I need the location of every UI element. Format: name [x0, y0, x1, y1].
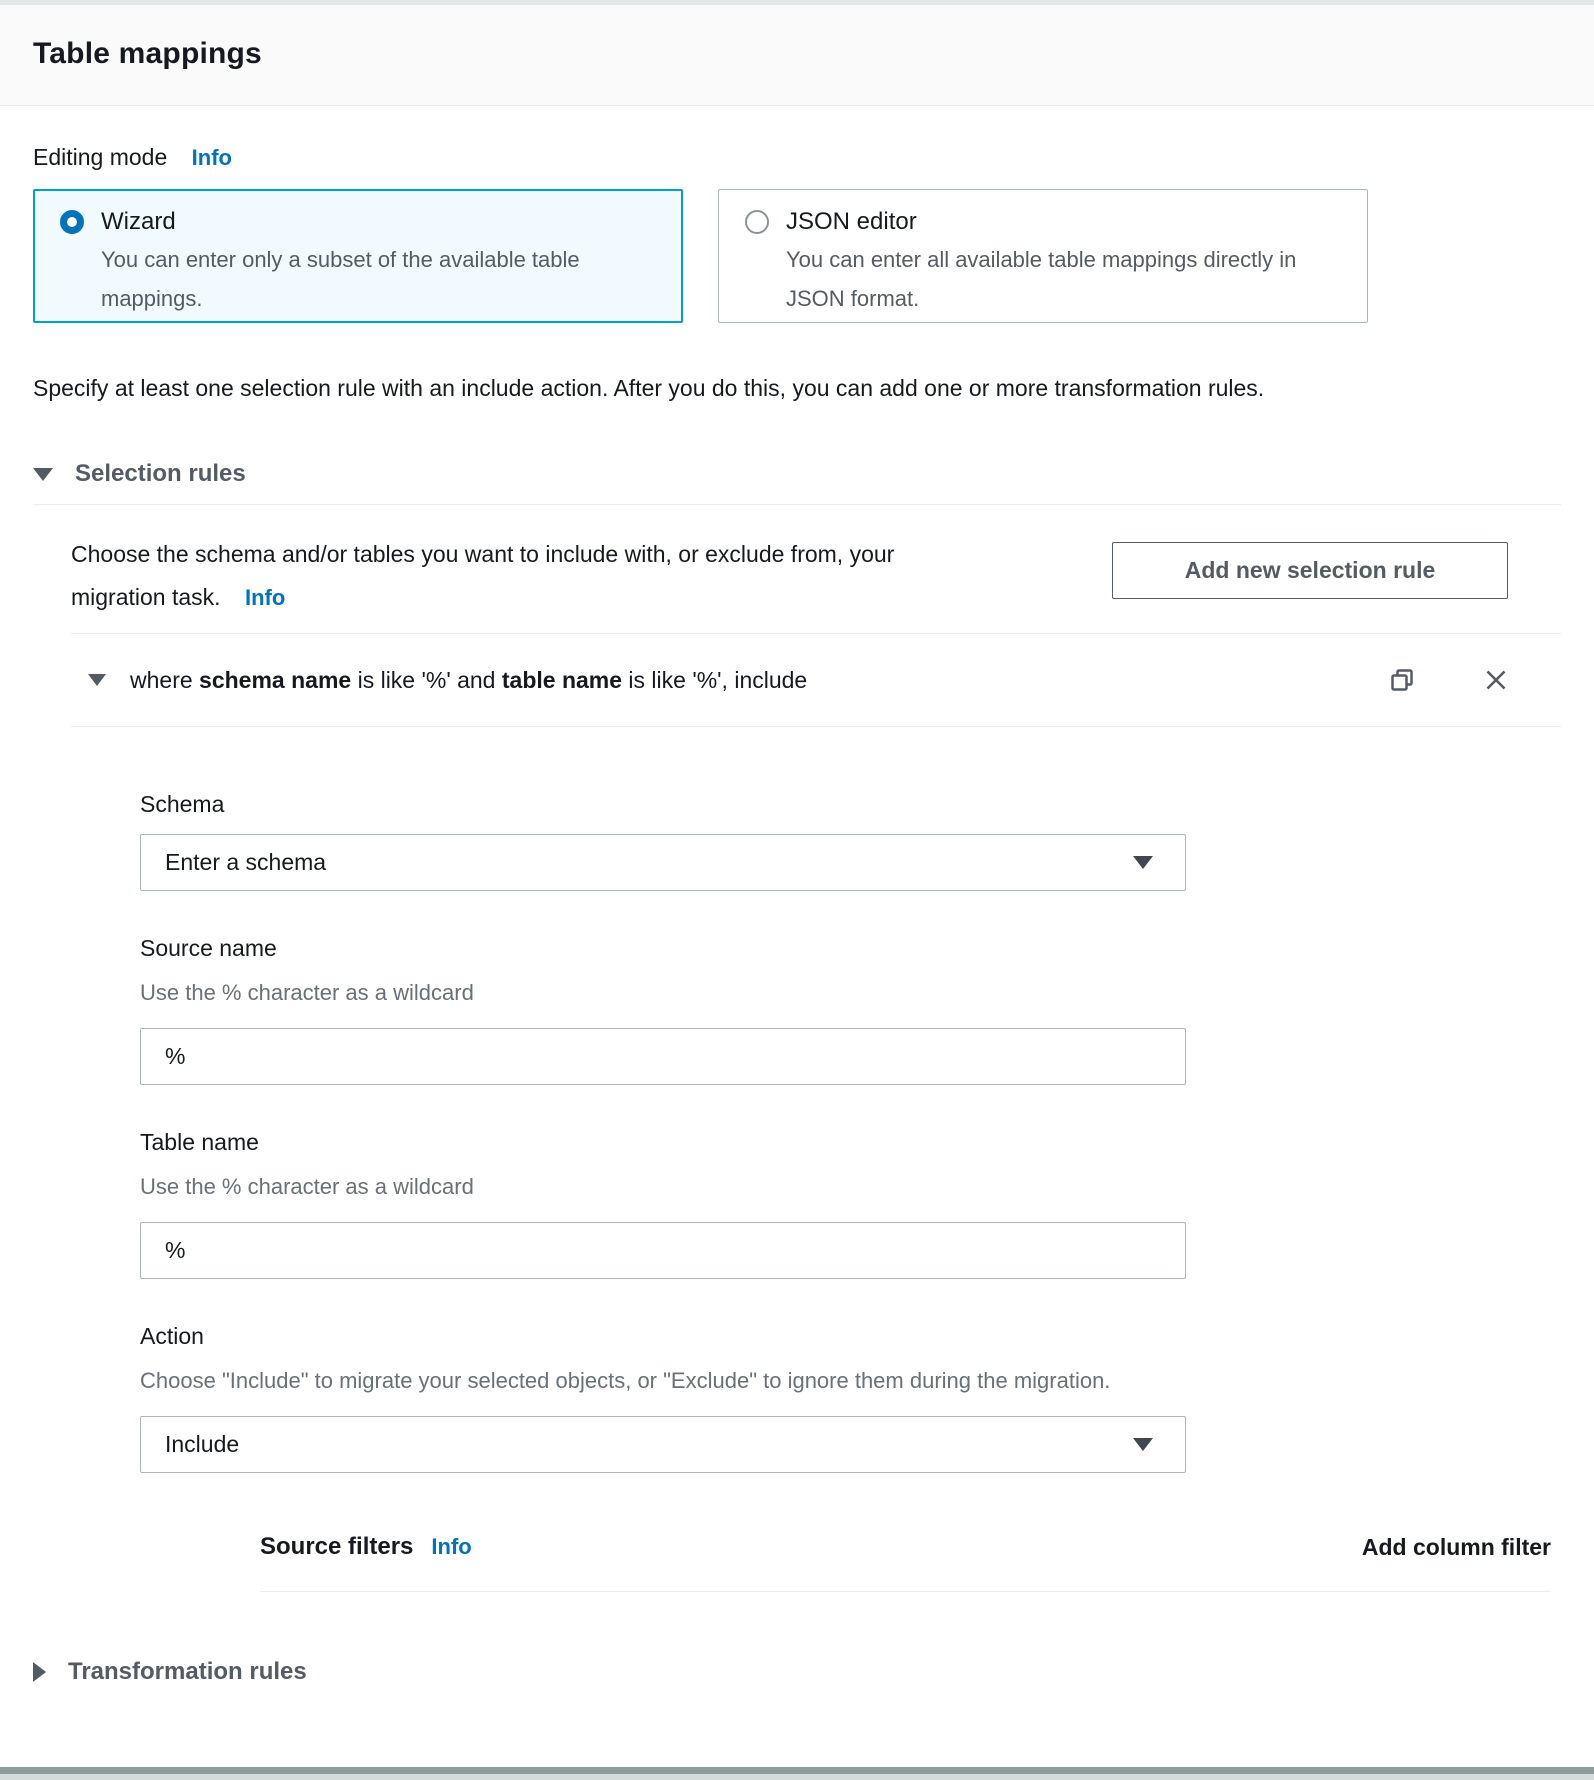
- page-title: Table mappings: [33, 37, 262, 70]
- table-name-input[interactable]: [140, 1222, 1186, 1279]
- rule-actions: [1388, 666, 1510, 694]
- rule-summary-suffix: is like '%', include: [622, 666, 808, 693]
- json-editor-option-text: [786, 206, 1341, 318]
- wizard-option-description: You can enter only a subset of the available table mappings.: [101, 247, 580, 311]
- json-editor-option-label: JSON editor: [786, 208, 917, 235]
- wizard-option-text: [101, 206, 656, 318]
- selection-rule-row: [71, 634, 1561, 726]
- selection-rules-section: [33, 460, 1561, 1592]
- source-name-field-group: [140, 935, 1186, 1085]
- editing-mode-option-wizard[interactable]: [33, 189, 683, 323]
- chevron-down-icon: [1133, 856, 1153, 869]
- source-filters-section: [260, 1533, 1551, 1592]
- selection-rules-body: [71, 505, 1561, 1592]
- selection-rules-info-link[interactable]: Info: [244, 585, 286, 610]
- rule-summary-table-field: table name: [501, 666, 623, 693]
- rule-summary-schema-field: schema name: [199, 666, 352, 693]
- schema-field-group: [140, 791, 1186, 891]
- page-header: [0, 5, 1594, 106]
- schema-select-value: Enter a schema: [165, 849, 327, 875]
- intro-text: Specify at least one selection rule with an include action. After you do this, you can add one or more transformation rules.: [33, 375, 1265, 401]
- chevron-right-icon: [33, 1662, 46, 1682]
- rule-summary: [130, 667, 807, 694]
- action-select-value: Include: [165, 1431, 240, 1457]
- source-filters-header: [260, 1533, 1551, 1561]
- table-name-label: Table name: [140, 1129, 259, 1155]
- chevron-down-icon: [1133, 1438, 1153, 1451]
- selection-rules-toggle[interactable]: [33, 460, 1561, 488]
- chevron-down-icon: [33, 468, 53, 481]
- editing-mode-options: [33, 189, 1561, 323]
- rule-form: [140, 727, 1561, 1592]
- action-select[interactable]: [140, 1416, 1186, 1473]
- json-editor-option-description: You can enter all available table mappings directly in JSON format.: [786, 247, 1297, 311]
- editing-mode-label-row: [33, 144, 1561, 171]
- selection-rules-title: Selection rules: [75, 460, 246, 487]
- copy-rule-button[interactable]: [1388, 666, 1416, 694]
- selection-rules-description: [71, 533, 971, 619]
- source-filters-divider: [260, 1591, 1551, 1592]
- table-name-field-group: [140, 1129, 1186, 1279]
- chevron-down-icon[interactable]: [88, 674, 106, 686]
- bottom-scrollbar[interactable]: [0, 1767, 1594, 1780]
- table-name-hint: Use the % character as a wildcard: [140, 1174, 474, 1199]
- close-icon: [1482, 666, 1510, 694]
- action-hint: Choose "Include" to migrate your selected objects, or "Exclude" to ignore them during the migration.: [140, 1368, 1111, 1393]
- action-label: Action: [140, 1323, 204, 1349]
- editing-mode-label: Editing mode: [33, 144, 168, 170]
- add-new-selection-rule-button[interactable]: Add new selection rule: [1112, 542, 1508, 599]
- table-mappings-panel: [0, 106, 1594, 1686]
- radio-unselected-icon[interactable]: [745, 210, 769, 234]
- schema-label: Schema: [140, 791, 225, 817]
- selection-rules-toprow: [71, 505, 1561, 619]
- source-name-hint: Use the % character as a wildcard: [140, 980, 474, 1005]
- add-column-filter-button[interactable]: Add column filter: [1361, 1533, 1551, 1560]
- editing-mode-option-json-editor[interactable]: [718, 189, 1368, 323]
- transformation-rules-toggle[interactable]: [33, 1658, 1561, 1686]
- copy-icon: [1388, 666, 1416, 694]
- source-filters-info-link[interactable]: Info: [431, 1534, 472, 1559]
- selection-rules-description-text: Choose the schema and/or tables you want to include with, or exclude from, your migration task.: [71, 541, 895, 610]
- source-name-input[interactable]: [140, 1028, 1186, 1085]
- radio-selected-icon[interactable]: [60, 210, 84, 234]
- editing-mode-info-link[interactable]: Info: [191, 145, 232, 170]
- schema-select[interactable]: [140, 834, 1186, 891]
- wizard-option-label: Wizard: [101, 208, 176, 235]
- source-filters-title: Source filters: [260, 1533, 414, 1560]
- remove-rule-button[interactable]: [1482, 666, 1510, 694]
- rule-summary-prefix: where: [130, 666, 200, 693]
- rule-summary-middle: is like '%' and: [351, 666, 502, 693]
- action-field-group: [140, 1323, 1186, 1473]
- source-name-label: Source name: [140, 935, 277, 961]
- transformation-rules-title: Transformation rules: [68, 1658, 307, 1685]
